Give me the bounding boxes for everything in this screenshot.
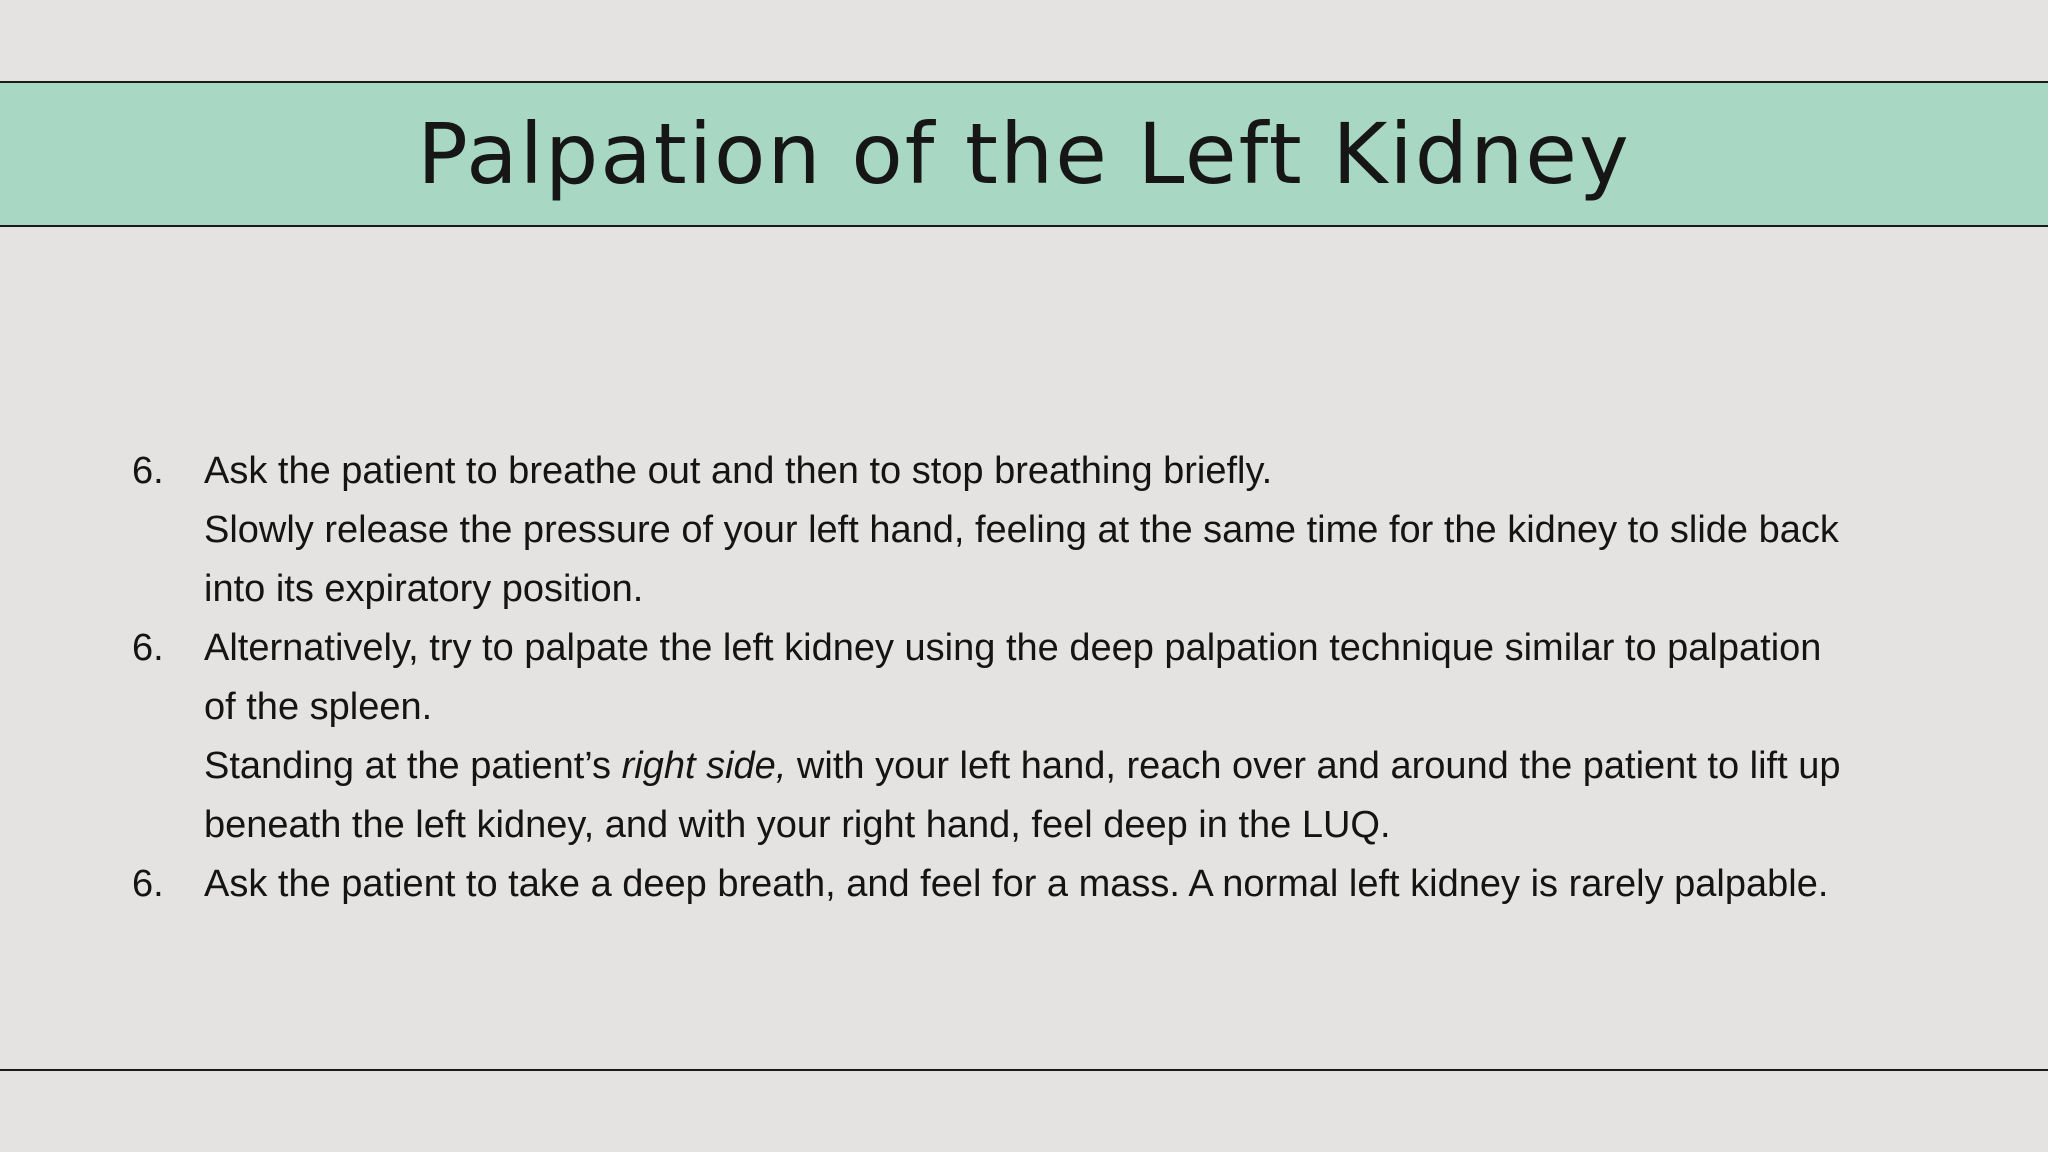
step-text-line: of the spleen. (204, 686, 433, 728)
standing-suffix-text: with your left hand, reach over and around the patient to lift up (786, 745, 1841, 787)
step-item (130, 619, 2010, 855)
title-band (0, 81, 2048, 227)
step-text-line: Ask the patient to breathe out and then to stop breathing briefly. (204, 450, 1273, 492)
right-side-emphasis: right side, (621, 745, 787, 787)
step-text-line: Ask the patient to take a deep breath, and feel for a mass. A normal left kidney is rarely palpable. (204, 863, 1829, 905)
standing-prefix-text: Standing at the patient’s (204, 745, 622, 787)
step-list (130, 442, 2010, 914)
step-number: 6. (132, 863, 164, 905)
slide-title: Palpation of the Left Kidney (417, 105, 1631, 203)
step-text-line: Slowly release the pressure of your left hand, feeling at the same time for the kidney to slide back (204, 509, 1839, 551)
bottom-divider (0, 1069, 2048, 1071)
step-number: 6. (132, 627, 164, 669)
step-item (130, 442, 2010, 619)
step-number: 6. (132, 450, 164, 492)
step-text-line: Alternatively, try to palpate the left kidney using the deep palpation technique similar to palpation (204, 627, 1822, 669)
step-text-line: into its expiratory position. (204, 568, 644, 610)
step-text-line (204, 737, 2010, 796)
step-item (130, 855, 2010, 914)
step-text-line: beneath the left kidney, and with your right hand, feel deep in the LUQ. (204, 804, 1391, 846)
